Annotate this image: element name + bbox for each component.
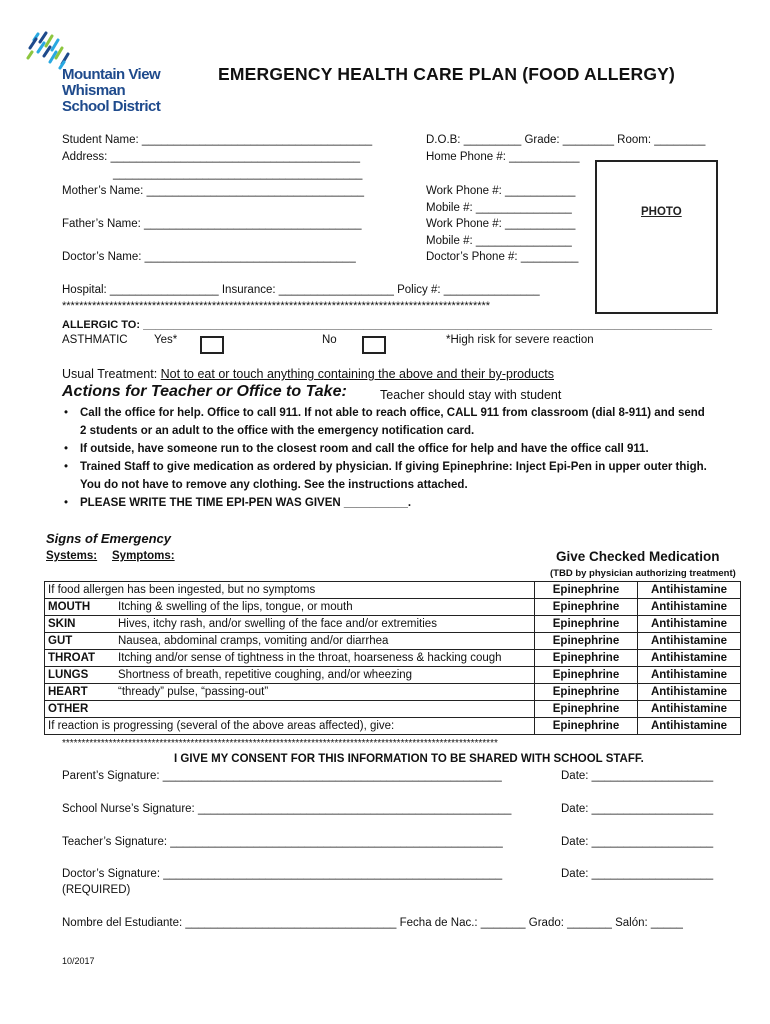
epinephrine-option[interactable]: Epinephrine <box>535 701 638 718</box>
antihistamine-option[interactable]: Antihistamine <box>638 667 741 684</box>
work-phone-2-field[interactable]: Work Phone #: ___________ <box>426 218 576 230</box>
mobile-1-field[interactable]: Mobile #: _______________ <box>426 202 572 214</box>
antihistamine-option[interactable]: Antihistamine <box>638 633 741 650</box>
divider-stars-1: **************************************************************************************************** <box>62 300 491 312</box>
doctor-phone-field[interactable]: Doctor’s Phone #: _________ <box>426 251 579 263</box>
student-name-field[interactable]: Student Name: ____________________________________ <box>62 134 373 146</box>
symptom-cell <box>115 701 535 718</box>
action-2-line-1: If outside, have someone run to the closest room and call the office for help and have the office call 911. <box>80 443 649 455</box>
work-phone-1-field[interactable]: Work Phone #: ___________ <box>426 185 576 197</box>
symptom-cell: If reaction is progressing (several of the above areas affected), give: <box>45 718 535 735</box>
consent-statement: I GIVE MY CONSENT FOR THIS INFORMATION TO BE SHARED WITH SCHOOL STAFF. <box>174 753 644 765</box>
parent-signature-field[interactable]: Parent’s Signature: _____________________________________________________ <box>62 770 502 782</box>
antihistamine-option[interactable]: Antihistamine <box>638 599 741 616</box>
doctor-name-field[interactable]: Doctor’s Name: _________________________________ <box>62 251 356 263</box>
bullet-icon: • <box>64 461 69 473</box>
signs-heading: Signs of Emergency <box>46 531 171 546</box>
table-row <box>45 582 741 599</box>
usual-treatment-label: Usual Treatment: <box>62 367 161 381</box>
asthmatic-label: ASTHMATIC <box>62 334 128 346</box>
required-note: (REQUIRED) <box>62 884 131 896</box>
antihistamine-option[interactable]: Antihistamine <box>638 718 741 735</box>
system-cell: SKIN <box>45 616 116 633</box>
epinephrine-option[interactable]: Epinephrine <box>535 582 638 599</box>
epinephrine-option[interactable]: Epinephrine <box>535 633 638 650</box>
epinephrine-option[interactable]: Epinephrine <box>535 684 638 701</box>
antihistamine-option[interactable]: Antihistamine <box>638 650 741 667</box>
epinephrine-option[interactable]: Epinephrine <box>535 616 638 633</box>
allergic-to-field[interactable]: ALLERGIC TO: _____________________________________________________________________________________________ <box>62 319 713 331</box>
revision-date: 10/2017 <box>62 956 95 966</box>
action-1-line-2: 2 students or an adult to the office with the emergency notification card. <box>80 425 475 437</box>
table-row <box>45 667 741 684</box>
action-3-line-2: You do not have to remove any clothing. See the instructions attached. <box>80 479 468 491</box>
antihistamine-option[interactable]: Antihistamine <box>638 582 741 599</box>
system-cell: THROAT <box>45 650 116 667</box>
systems-header: Systems: <box>46 550 98 562</box>
table-row <box>45 718 741 735</box>
teacher-signature-field[interactable]: Teacher’s Signature: ____________________________________________________ <box>62 836 503 848</box>
asthmatic-no-label: No <box>322 334 337 346</box>
logo-line-2: Whisman <box>62 82 126 99</box>
home-phone-field[interactable]: Home Phone #: ___________ <box>426 151 580 163</box>
teacher-date-field[interactable]: Date: ___________________ <box>561 836 714 848</box>
nurse-signature-field[interactable]: School Nurse’s Signature: _________________________________________________ <box>62 803 512 815</box>
usual-treatment <box>62 367 554 381</box>
teacher-stay-note: Teacher should stay with student <box>380 388 562 402</box>
parent-date-field[interactable]: Date: ___________________ <box>561 770 714 782</box>
system-cell: GUT <box>45 633 116 650</box>
epinephrine-option[interactable]: Epinephrine <box>535 599 638 616</box>
doctor-signature-field[interactable]: Doctor’s Signature: _____________________________________________________ <box>62 868 503 880</box>
hospital-insurance-policy-field[interactable]: Hospital: _________________ Insurance: __________________ Policy #: _______________ <box>62 284 540 296</box>
symptom-cell: “thready” pulse, “passing-out” <box>115 684 535 701</box>
spanish-info-line[interactable]: Nombre del Estudiante: _________________________________ Fecha de Nac.: _______ Grado: _______ Salón: _____ <box>62 917 683 929</box>
table-row <box>45 599 741 616</box>
symptom-cell: If food allergen has been ingested, but no symptoms <box>45 582 535 599</box>
symptom-cell: Shortness of breath, repetitive coughing, and/or wheezing <box>115 667 535 684</box>
action-1-line-1: Call the office for help. Office to call 911. If not able to reach office, CALL 911 from classroom (dial 8-911) and send <box>80 407 705 419</box>
asthmatic-yes-checkbox[interactable] <box>200 336 224 354</box>
give-medication-header: Give Checked Medication <box>556 549 720 564</box>
tbd-note: (TBD by physician authorizing treatment) <box>550 568 736 579</box>
nurse-date-field[interactable]: Date: ___________________ <box>561 803 714 815</box>
asthmatic-no-checkbox[interactable] <box>362 336 386 354</box>
symptom-cell: Itching and/or sense of tightness in the throat, hoarseness & hacking cough <box>115 650 535 667</box>
high-risk-note: *High risk for severe reaction <box>446 334 594 346</box>
system-cell: HEART <box>45 684 116 701</box>
divider-stars-2: **************************************************************************************************************** <box>62 738 498 749</box>
symptoms-table <box>44 581 741 735</box>
mother-name-field[interactable]: Mother’s Name: __________________________________ <box>62 185 365 197</box>
bullet-icon: • <box>64 497 69 509</box>
photo-box[interactable] <box>595 160 718 314</box>
system-cell: OTHER <box>45 701 116 718</box>
page-title: EMERGENCY HEALTH CARE PLAN (FOOD ALLERGY) <box>218 64 676 84</box>
action-3-line-1: Trained Staff to give medication as ordered by physician. If giving Epinephrine: Inject Epi-Pen in upper outer thigh. <box>80 461 707 473</box>
mobile-2-field[interactable]: Mobile #: _______________ <box>426 235 572 247</box>
system-cell: MOUTH <box>45 599 116 616</box>
actions-heading: Actions for Teacher or Office to Take: <box>62 383 347 400</box>
bullet-icon: • <box>64 443 69 455</box>
antihistamine-option[interactable]: Antihistamine <box>638 684 741 701</box>
epinephrine-option[interactable]: Epinephrine <box>535 667 638 684</box>
usual-treatment-text: Not to eat or touch anything containing the above and their by-products <box>160 367 554 381</box>
logo-line-3: School District <box>62 98 161 115</box>
dob-grade-room-field[interactable]: D.O.B: _________ Grade: ________ Room: ________ <box>426 134 706 146</box>
logo-line-1: Mountain View <box>62 66 161 83</box>
antihistamine-option[interactable]: Antihistamine <box>638 701 741 718</box>
symptom-cell: Nausea, abdominal cramps, vomiting and/or diarrhea <box>115 633 535 650</box>
symptom-cell: Itching & swelling of the lips, tongue, or mouth <box>115 599 535 616</box>
address-line-2-field[interactable]: _______________________________________ <box>113 168 363 180</box>
school-district-logo-icon <box>26 30 72 70</box>
bullet-icon: • <box>64 407 69 419</box>
address-field[interactable]: Address: _______________________________________ <box>62 151 361 163</box>
action-4-line-1: PLEASE WRITE THE TIME EPI-PEN WAS GIVEN __________. <box>80 497 412 509</box>
doctor-date-field[interactable]: Date: ___________________ <box>561 868 714 880</box>
system-cell: LUNGS <box>45 667 116 684</box>
table-row <box>45 616 741 633</box>
table-row <box>45 701 741 718</box>
antihistamine-option[interactable]: Antihistamine <box>638 616 741 633</box>
table-row <box>45 684 741 701</box>
photo-label: PHOTO <box>641 206 682 218</box>
father-name-field[interactable]: Father’s Name: __________________________________ <box>62 218 362 230</box>
table-row <box>45 633 741 650</box>
symptoms-header: Symptoms: <box>112 550 175 562</box>
epinephrine-option[interactable]: Epinephrine <box>535 650 638 667</box>
epinephrine-option[interactable]: Epinephrine <box>535 718 638 735</box>
asthmatic-yes-label: Yes* <box>154 334 178 346</box>
symptom-cell: Hives, itchy rash, and/or swelling of the face and/or extremities <box>115 616 535 633</box>
table-row <box>45 650 741 667</box>
